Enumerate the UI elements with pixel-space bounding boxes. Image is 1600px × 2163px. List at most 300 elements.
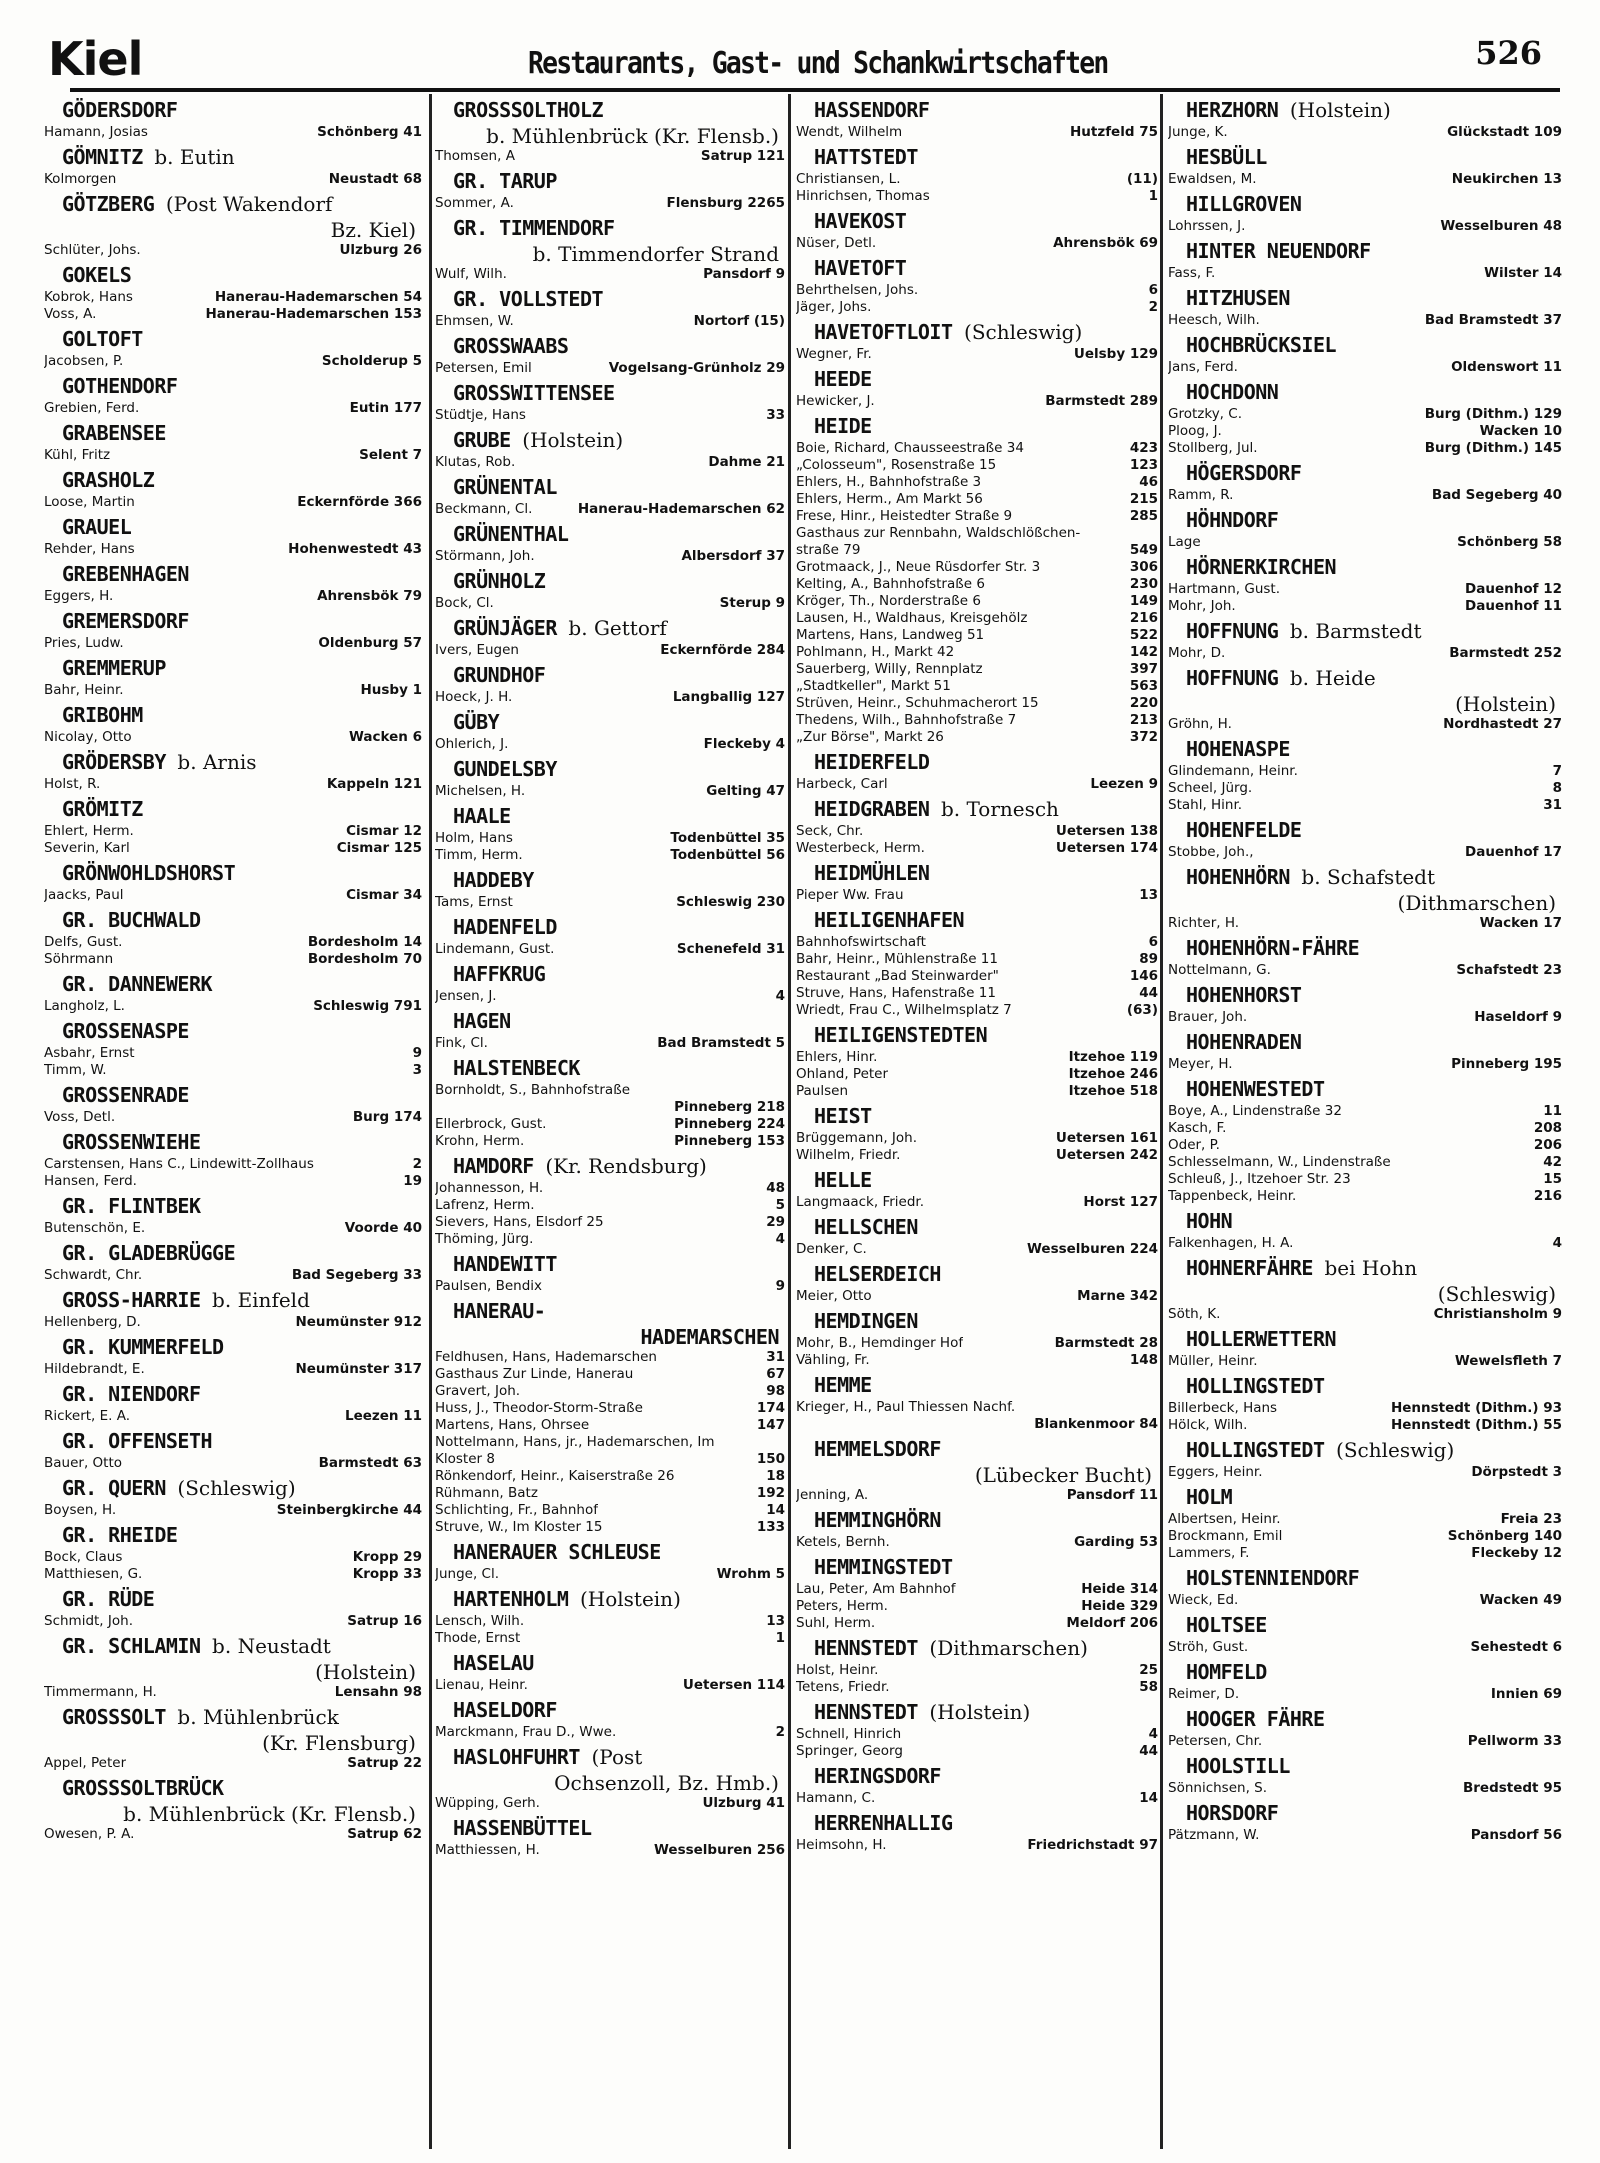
listing-entry [1168, 598, 1562, 615]
proprietor-name: Jacobsen, P. [44, 353, 124, 369]
listing-entry [435, 1417, 785, 1434]
listing-entry [435, 1133, 785, 1150]
proprietor-name: Richter, H. [1168, 915, 1240, 931]
place-name: GROSSENRADE [62, 1083, 189, 1107]
phone-exchange: 4 [1552, 1235, 1562, 1251]
listing-entry [44, 124, 422, 141]
listing-entry [1168, 763, 1562, 780]
phone-exchange: Lensahn 98 [334, 1684, 422, 1700]
listing-entry [796, 124, 1158, 141]
listing-entry [44, 729, 422, 746]
place-name: HASLOHFUHRT [453, 1745, 580, 1769]
listing-entry [1168, 1592, 1562, 1609]
phone-exchange: Hanerau-Hademarschen 62 [577, 501, 785, 517]
place-heading [44, 1287, 422, 1314]
proprietor-name: Martens, Hans, Landweg 51 [796, 627, 985, 643]
place-qualifier: b. Einfeld [212, 1288, 310, 1312]
proprietor-name: Fink, Cl. [435, 1035, 488, 1051]
listing-entry [435, 313, 785, 330]
place-block [1168, 1326, 1562, 1370]
place-name: GR. QUERN [62, 1476, 166, 1500]
phone-exchange: 147 [756, 1417, 785, 1433]
place-block [435, 1586, 785, 1647]
listing-entry [796, 887, 1158, 904]
place-qualifier-continued: (Holstein) [315, 1660, 416, 1684]
listing-entry [796, 393, 1158, 410]
phone-exchange: Burg (Dithm.) 129 [1424, 406, 1562, 422]
proprietor-name: Fass, F. [1168, 265, 1216, 281]
place-block [44, 1428, 422, 1472]
listing-entry [435, 1180, 785, 1197]
phone-exchange: Hohenwestedt 43 [288, 541, 422, 557]
place-block [44, 971, 422, 1015]
place-heading [44, 561, 422, 588]
place-heading [435, 215, 785, 242]
listing-entry [1168, 1120, 1562, 1137]
phone-exchange: Vogelsang-Grünholz 29 [608, 360, 785, 376]
proprietor-name: Kröger, Th., Norderstraße 6 [796, 593, 981, 609]
place-qualifier: (Kr. Rendsburg) [545, 1154, 707, 1178]
place-block [44, 144, 422, 188]
place-block [435, 1650, 785, 1694]
phone-exchange: Schafstedt 23 [1456, 962, 1562, 978]
listing-entry [435, 1214, 785, 1231]
proprietor-name: Marckmann, Frau D., Wwe. [435, 1724, 617, 1740]
phone-exchange: Schönberg 140 [1447, 1528, 1562, 1544]
place-block [44, 467, 422, 511]
proprietor-name: Johannesson, H. [435, 1180, 544, 1196]
place-block [1168, 285, 1562, 329]
proprietor-name: Ramm, R. [1168, 487, 1234, 503]
proprietor-name: Owesen, P. A. [44, 1826, 135, 1842]
place-heading [1168, 1255, 1562, 1282]
proprietor-name: Stollberg, Jul. [1168, 440, 1258, 456]
place-block [44, 860, 422, 904]
listing-entry [435, 894, 785, 911]
phone-exchange: Neustadt 68 [328, 171, 422, 187]
place-heading [796, 1699, 1158, 1726]
proprietor-name: Jaacks, Paul [44, 887, 124, 903]
place-block [44, 796, 422, 857]
phone-exchange: Wesselburen 48 [1440, 218, 1562, 234]
place-heading [796, 1507, 1158, 1534]
place-heading [796, 749, 1158, 776]
place-block [1168, 1753, 1562, 1797]
place-name: GR. SCHLAMIN [62, 1634, 201, 1658]
place-heading [1168, 1659, 1562, 1686]
proprietor-name: Grebien, Ferd. [44, 400, 140, 416]
proprietor-name: Gasthaus zur Rennbahn, Waldschlößchen- [796, 525, 1081, 541]
place-name: HÖRNERKIRCHEN [1186, 555, 1337, 579]
place-heading [435, 914, 785, 941]
place-block [44, 514, 422, 558]
place-heading [435, 97, 785, 124]
phone-exchange: Barmstedt 252 [1449, 645, 1562, 661]
proprietor-name: Glindemann, Heinr. [1168, 763, 1298, 779]
place-heading [1168, 1029, 1562, 1056]
proprietor-name: Krieger, H., Paul Thiessen Nachf. [796, 1399, 1016, 1415]
phone-exchange: Friedrichstadt 97 [1027, 1837, 1158, 1853]
phone-exchange: Leezen 11 [344, 1408, 422, 1424]
listing-entry [1168, 1733, 1562, 1750]
listing-entry [796, 1066, 1158, 1083]
place-name: HOCHBRÜCKSIEL [1186, 333, 1337, 357]
phone-exchange: 42 [1543, 1154, 1562, 1170]
proprietor-name: Petersen, Chr. [1168, 1733, 1263, 1749]
phone-exchange: (11) [1126, 171, 1158, 187]
proprietor-name: Jans, Ferd. [1168, 359, 1238, 375]
listing-entry [1168, 581, 1562, 598]
place-qualifier: (Holstein) [522, 428, 624, 452]
place-heading [435, 756, 785, 783]
listing-entry [44, 1045, 422, 1062]
listing-entry [44, 1755, 422, 1772]
place-name: HAVETOFTLOIT [814, 320, 953, 344]
place-block [435, 1298, 785, 1536]
place-heading [1168, 817, 1562, 844]
listing-entry [435, 1082, 785, 1099]
place-heading [435, 1539, 785, 1566]
listing-entry [796, 1399, 1158, 1416]
place-heading [44, 1522, 422, 1549]
phone-exchange: Itzehoe 246 [1068, 1066, 1158, 1082]
proprietor-name: Holm, Hans [435, 830, 513, 846]
phone-exchange: Flensburg 2265 [666, 195, 785, 211]
phone-exchange: 14 [1139, 1790, 1158, 1806]
place-name: HITZHUSEN [1186, 286, 1290, 310]
phone-exchange: 549 [1129, 542, 1158, 558]
listing-entry [1168, 265, 1562, 282]
proprietor-name: Wilhelm, Friedr. [796, 1147, 901, 1163]
phone-exchange: Steinbergkirche 44 [276, 1502, 422, 1518]
place-name: HEILIGENHAFEN [814, 908, 965, 932]
place-block [44, 1381, 422, 1425]
listing-entry [435, 1566, 785, 1583]
place-name: GRÜNJÄGER [453, 616, 557, 640]
phone-exchange: 3 [412, 1062, 422, 1078]
phone-exchange: Bad Bramstedt 5 [657, 1035, 785, 1051]
proprietor-name: Lafrenz, Herm. [435, 1197, 535, 1213]
place-heading [44, 1704, 422, 1731]
listing-entry [1168, 1400, 1562, 1417]
phone-exchange: 44 [1139, 985, 1158, 1001]
place-block [435, 1153, 785, 1248]
place-qualifier: b. Schafstedt [1301, 865, 1436, 889]
phone-exchange: Wacken 49 [1479, 1592, 1562, 1608]
phone-exchange: Blankenmoor 84 [1034, 1416, 1158, 1432]
listing-entry [1168, 1464, 1562, 1481]
place-block [1168, 97, 1562, 141]
phone-exchange: Ahrensbök 69 [1053, 235, 1158, 251]
phone-exchange: Fleckeby 4 [703, 736, 785, 752]
place-block [1168, 1800, 1562, 1844]
place-heading [1168, 618, 1562, 645]
proprietor-name: Holst, R. [44, 776, 101, 792]
phone-exchange: Eckernförde 366 [297, 494, 422, 510]
phone-exchange: Satrup 62 [347, 1826, 422, 1842]
listing-entry [435, 830, 785, 847]
place-block [44, 191, 422, 259]
place-block [44, 1287, 422, 1331]
place-heading [1168, 1612, 1562, 1639]
proprietor-name: Ploog, J. [1168, 423, 1222, 439]
listing-entry [435, 1613, 785, 1630]
listing-entry [796, 1002, 1158, 1019]
place-heading [1168, 1208, 1562, 1235]
proprietor-name: Voss, Detl. [44, 1109, 116, 1125]
listing-entry [1168, 1154, 1562, 1171]
place-qualifier: bei Hohn [1324, 1256, 1418, 1280]
place-heading [435, 333, 785, 360]
place-block [1168, 1612, 1562, 1656]
place-block [44, 561, 422, 605]
place-heading [796, 413, 1158, 440]
place-name: HOLLINGSTEDT [1186, 1374, 1325, 1398]
proprietor-name: Schwardt, Chr. [44, 1267, 143, 1283]
phone-exchange: Ulzburg 41 [702, 1795, 785, 1811]
proprietor-name: Meier, Otto [796, 1288, 872, 1304]
listing-entry [796, 474, 1158, 491]
place-qualifier-continued: Ochsenzoll, Bz. Hmb.) [554, 1771, 779, 1795]
place-block [435, 568, 785, 612]
proprietor-name: Paulsen, Bendix [435, 1278, 543, 1294]
place-block [44, 749, 422, 793]
place-name: HOHENRADEN [1186, 1030, 1302, 1054]
proprietor-name: Mohr, D. [1168, 645, 1226, 661]
listing-entry [44, 353, 422, 370]
place-name: GR. NIENDORF [62, 1382, 201, 1406]
place-heading [435, 961, 785, 988]
listing-entry [1168, 1188, 1562, 1205]
place-block [1168, 1208, 1562, 1252]
phone-exchange: Bad Segeberg 40 [1431, 487, 1562, 503]
phone-exchange: 522 [1129, 627, 1158, 643]
place-name: GRABENSEE [62, 421, 166, 445]
phone-exchange: 31 [766, 1349, 785, 1365]
page-number: 526 [1475, 34, 1542, 72]
phone-exchange: Todenbüttel 56 [670, 847, 785, 863]
listing-entry [44, 447, 422, 464]
listing-entry [1168, 534, 1562, 551]
listing-entry [44, 1361, 422, 1378]
place-heading [435, 474, 785, 501]
place-block [796, 1635, 1158, 1696]
place-block [796, 1554, 1158, 1632]
place-name: GROSSSOLTHOLZ [453, 98, 604, 122]
listing-entry [796, 282, 1158, 299]
listing-entry [796, 1679, 1158, 1696]
place-block [44, 1475, 422, 1519]
place-block [44, 1522, 422, 1583]
proprietor-name: Rühmann, Batz [435, 1485, 538, 1501]
phone-exchange: 13 [1139, 887, 1158, 903]
place-heading [1168, 1565, 1562, 1592]
proprietor-name: Delfs, Gust. [44, 934, 123, 950]
listing-entry [44, 1109, 422, 1126]
phone-exchange: Uetersen 242 [1055, 1147, 1158, 1163]
place-name: HASSENDORF [814, 98, 930, 122]
place-block [796, 1763, 1158, 1807]
listing-entry [796, 1335, 1158, 1352]
place-heading [1168, 507, 1562, 534]
place-heading [435, 286, 785, 313]
listing-entry [44, 171, 422, 188]
proprietor-name: Stobbe, Joh., [1168, 844, 1254, 860]
place-block [435, 521, 785, 565]
place-name: HENNSTEDT [814, 1636, 918, 1660]
place-heading [44, 1082, 422, 1109]
listing-entry [44, 934, 422, 951]
listing-entry [796, 1487, 1158, 1504]
proprietor-name: Bornholdt, S., Bahnhofstraße [435, 1082, 631, 1098]
proprietor-name: Beckmann, Cl. [435, 501, 533, 517]
place-block [1168, 507, 1562, 551]
place-block [435, 97, 785, 165]
listing-entry [796, 1615, 1158, 1632]
proprietor-name: Strüven, Heinr., Schuhmacherort 15 [796, 695, 1039, 711]
phone-exchange: Eutin 177 [349, 400, 422, 416]
place-name: GREBENHAGEN [62, 562, 189, 586]
proprietor-name: Hartmann, Gust. [1168, 581, 1281, 597]
phone-exchange: Dauenhof 17 [1465, 844, 1562, 860]
phone-exchange: 150 [756, 1451, 785, 1467]
phone-exchange: 5 [775, 1197, 785, 1213]
listing-entry [44, 1549, 422, 1566]
listing-entry [44, 400, 422, 417]
proprietor-name: Ehlers, Herm., Am Markt 56 [796, 491, 983, 507]
city-heading: Kiel [48, 32, 143, 86]
phone-exchange: Meldorf 206 [1066, 1615, 1158, 1631]
place-heading [1168, 144, 1562, 171]
proprietor-name: Ehlers, Hinr. [796, 1049, 878, 1065]
proprietor-name: Sauerberg, Willy, Rennplatz [796, 661, 983, 677]
phone-exchange: Uetersen 114 [682, 1677, 785, 1693]
listing-entry [796, 1726, 1158, 1743]
proprietor-name: Thedens, Wilh., Bahnhofstraße 7 [796, 712, 1017, 728]
place-heading [796, 1635, 1158, 1662]
phone-exchange: 25 [1139, 1662, 1158, 1678]
phone-exchange: Eckernförde 284 [660, 642, 785, 658]
proprietor-name: Pieper Ww. Frau [796, 887, 904, 903]
place-heading [435, 1586, 785, 1613]
listing-entry [1168, 1056, 1562, 1073]
place-block [796, 1167, 1158, 1211]
place-name: GÖMNITZ [62, 145, 143, 169]
listing-entry [435, 642, 785, 659]
place-qualifier: b. Tornesch [940, 797, 1059, 821]
proprietor-name: Lau, Peter, Am Bahnhof [796, 1581, 956, 1597]
place-name: HOHENHORST [1186, 983, 1302, 1007]
place-heading [435, 168, 785, 195]
column-4 [1168, 94, 1562, 2154]
listing-entry [1168, 962, 1562, 979]
place-name: HILLGROVEN [1186, 192, 1302, 216]
proprietor-name: Harbeck, Carl [796, 776, 888, 792]
place-qualifier: b. Barmstedt [1289, 619, 1422, 643]
place-name: GR. RHEIDE [62, 1523, 178, 1547]
proprietor-name: Boie, Richard, Chausseestraße 34 [796, 440, 1024, 456]
place-block [435, 286, 785, 330]
place-qualifier: b. Heide [1289, 666, 1376, 690]
listing-entry [44, 1566, 422, 1583]
place-name: HANERAU- [453, 1299, 546, 1323]
place-block [44, 655, 422, 699]
place-name: HAVEKOST [814, 209, 907, 233]
listing-entry [44, 1062, 422, 1079]
place-heading [44, 514, 422, 541]
section-title: Restaurants, Gast- und Schankwirtschaften [528, 46, 1108, 81]
place-heading [435, 1153, 785, 1180]
phone-exchange: 98 [766, 1383, 785, 1399]
place-block [435, 709, 785, 753]
place-block [796, 413, 1158, 746]
proprietor-name: Rehder, Hans [44, 541, 135, 557]
place-heading [44, 608, 422, 635]
place-qualifier: (Schleswig) [964, 320, 1083, 344]
place-name: HEMME [814, 1373, 872, 1397]
place-name: GÖTZBERG [62, 192, 155, 216]
proprietor-name: Kloster 8 [435, 1451, 495, 1467]
proprietor-name: Sönnichsen, S. [1168, 1780, 1268, 1796]
phone-exchange: Pinneberg 153 [674, 1133, 785, 1149]
place-heading [44, 1633, 422, 1660]
phone-exchange: Heide 329 [1081, 1598, 1158, 1614]
place-heading [435, 1008, 785, 1035]
place-block [796, 1507, 1158, 1551]
place-heading [44, 1334, 422, 1361]
phone-exchange: 46 [1139, 474, 1158, 490]
phone-exchange: Ahrensbök 79 [317, 588, 422, 604]
place-name: GR. BUCHWALD [62, 908, 201, 932]
proprietor-name: Seck, Chr. [796, 823, 864, 839]
place-heading [435, 1697, 785, 1724]
phone-exchange: 208 [1533, 1120, 1562, 1136]
place-heading [1168, 1437, 1562, 1464]
place-heading [435, 1650, 785, 1677]
proprietor-name: Lohrssen, J. [1168, 218, 1246, 234]
place-heading [1168, 191, 1562, 218]
listing-entry [796, 823, 1158, 840]
place-qualifier: b. Eutin [154, 145, 235, 169]
place-name: GRÖMITZ [62, 797, 143, 821]
proprietor-name: Voss, A. [44, 306, 97, 322]
listing-entry [435, 501, 785, 518]
place-heading [796, 1308, 1158, 1335]
phone-exchange: 4 [775, 988, 785, 1004]
phone-exchange: Sterup 9 [719, 595, 785, 611]
phone-exchange: Uelsby 129 [1073, 346, 1158, 362]
proprietor-name: Brüggemann, Joh. [796, 1130, 918, 1146]
place-heading [796, 208, 1158, 235]
listing-entry [796, 1743, 1158, 1760]
proprietor-name: Ewaldsen, M. [1168, 171, 1257, 187]
phone-exchange: Itzehoe 518 [1068, 1083, 1158, 1099]
place-heading [796, 1167, 1158, 1194]
place-name: HELSERDEICH [814, 1262, 941, 1286]
listing-entry [796, 508, 1158, 525]
listing-entry [435, 1795, 785, 1812]
place-qualifier-continued: b. Mühlenbrück (Kr. Flensb.) [123, 1802, 416, 1826]
phone-exchange: Sehestedt 6 [1470, 1639, 1562, 1655]
place-name: GROSSENASPE [62, 1019, 189, 1043]
phone-exchange: Neukirchen 13 [1451, 171, 1562, 187]
proprietor-name: Bahr, Heinr., Mühlenstraße 11 [796, 951, 998, 967]
place-heading [1168, 1753, 1562, 1780]
listing-entry [435, 1468, 785, 1485]
phone-exchange: Uetersen 174 [1055, 840, 1158, 856]
listing-entry [796, 1288, 1158, 1305]
phone-exchange: Marne 342 [1077, 1288, 1158, 1304]
